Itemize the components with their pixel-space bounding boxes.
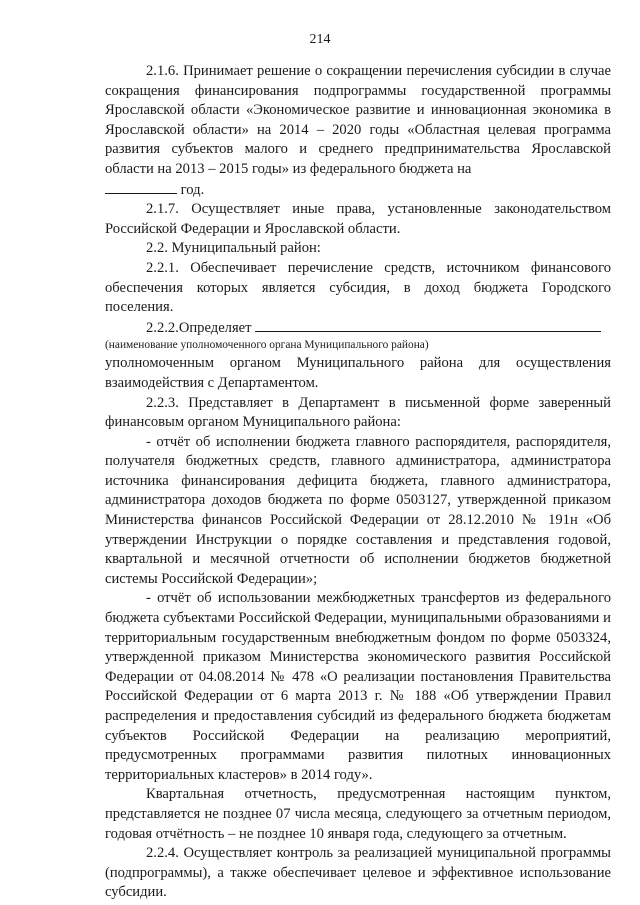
clause-2-1-6-tail: год.	[177, 181, 205, 198]
report-bullet-2: - отчёт об использовании межбюджетных трансфертов из федерального бюджета субъектами Российской Федерации, муниципальными образованиями и территориальным государственным внебюджетным фондом по форме 0503324, утвержденной приказом Министерства экономического развития Российской Федерации от 04.08.2014 № 478 «О реализации постановления Правительства Российской Федерации от 6 марта 2013 г. № 188 «Об утверждении Правил распределения и предоставления субсидий из федерального бюджета бюджетам субъектов Российской Федерации на реализацию мероприятий, предусмотренных программами развития пилотных инновационных территориальных кластеров» в 2014 году».	[105, 590, 611, 783]
page-number: 214	[309, 32, 331, 47]
quarterly-reporting-note: Квартальная отчетность, предусмотренная настоящим пунктом, представляется не позднее 07 числа месяца, следующего за отчетным периодом, годовая отчётность – не позднее 10 января года, следующего за отчетным.	[105, 786, 611, 842]
year-blank-line	[105, 180, 177, 194]
clause-2-2-3: 2.2.3. Представляет в Департамент в письменной форме заверенный финансовым органом Муниципального района:	[105, 394, 611, 431]
clause-2-2-4: 2.2.4. Осуществляет контроль за реализацией муниципальной программы (подпрограммы), а также обеспечивает целевое и эффективное использование субсидии.	[105, 845, 611, 901]
clause-2-2: 2.2. Муниципальный район:	[146, 240, 321, 257]
clause-2-2-2-continuation: уполномоченным органом Муниципального района для осуществления взаимодействия с Департаментом.	[105, 355, 611, 391]
authority-name-caption: (наименование уполномоченного органа Муниципального района)	[105, 339, 429, 352]
clause-2-2-1: 2.2.1. Обеспечивает перечисление средств, источником финансового обеспечения которых является субсидия, в доход бюджета Городского поселения.	[105, 259, 611, 316]
authority-name-blank-line	[255, 318, 601, 332]
document-body	[105, 62, 611, 903]
report-bullet-1: - отчёт об исполнении бюджета главного распорядителя, распорядителя, получателя бюджетных средств, главного администратора, администратора источника финансирования дефицита бюджета, главного администратора, администратора доходов бюджета по форме 0503127, утвержденной приказом Министерства финансов Российской Федерации от 28.12.2010 № 191н «Об утверждении Инструкции о порядке составления и представления годовой, квартальной и месячной отчетности об исполнении бюджетов бюджетной системы Российской Федерации»;	[105, 433, 611, 587]
clause-2-1-6	[105, 62, 611, 200]
clause-2-1-6-text: 2.1.6. Принимает решение о сокращении перечисления субсидии в случае сокращения финансирования подпрограммы государственной программы Ярославской области «Экономическое развитие и инновационная экономика в Ярославской области» на 2014 – 2020 годы «Областная целевая программа развития субъектов малого и среднего предпринимательства Ярославской области на 2013 – 2015 годы» из федерального бюджета на	[105, 63, 611, 177]
clause-2-2-2-label: 2.2.2.Определяет	[146, 319, 252, 336]
clause-2-2-2	[105, 318, 611, 339]
clause-2-1-7: 2.1.7. Осуществляет иные права, установленные законодательством Российской Федерации и Ярославской области.	[105, 201, 611, 237]
